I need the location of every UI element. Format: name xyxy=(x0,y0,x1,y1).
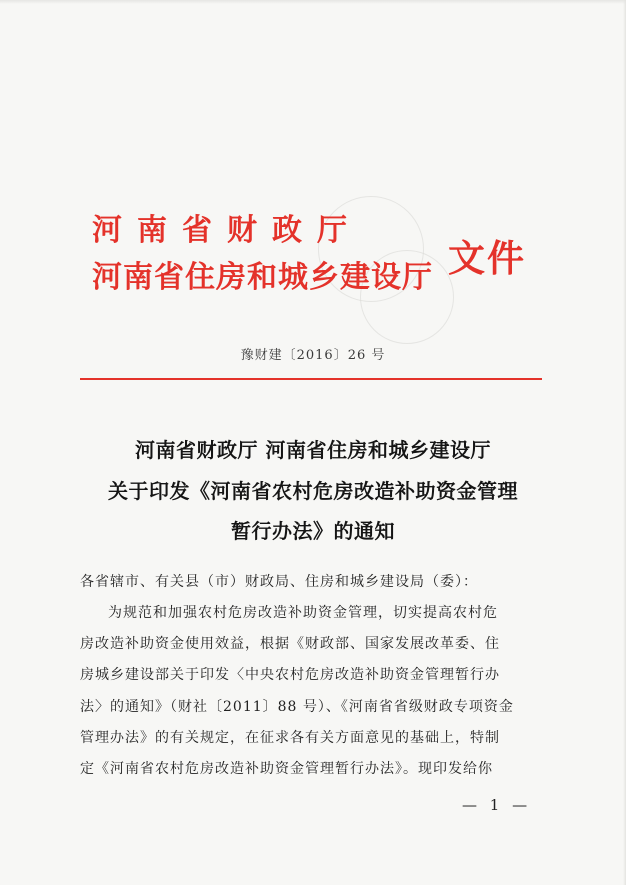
body-text-line: 法〉的通知》（财社〔2011〕88 号）、《河南省省级财政专项资金 xyxy=(80,699,514,715)
title-line-3: 暂行办法》的通知 xyxy=(231,519,395,543)
document-number: 豫财建〔2016〕26 号 xyxy=(240,348,386,363)
title-line-2: 关于印发《河南省农村危房改造补助资金管理 xyxy=(108,479,518,503)
issuer-housing-department: 河南省住房和城乡建设厅 xyxy=(92,260,433,295)
issuer-finance-department: 河南省财政厅 xyxy=(92,213,362,248)
scan-edge-top xyxy=(0,0,626,4)
body-text-line: 定《河南省农村危房改造补助资金管理暂行办法》。现印发给你 xyxy=(80,761,493,777)
document-type-label: 文件 xyxy=(448,236,526,280)
addressee-line: 各省辖市、有关县（市）财政局、住房和城乡建设局（委）： xyxy=(80,574,478,590)
title-line-1: 河南省财政厅 河南省住房和城乡建设厅 xyxy=(135,438,491,462)
body-text-line: 管理办法》的有关规定，在征求各有关方面意见的基础上，特制 xyxy=(80,730,500,746)
page-number: — 1 — xyxy=(462,796,532,814)
red-separator-line xyxy=(80,378,542,380)
body-text-line: 房改造补助资金使用效益，根据《财政部、国家发展改革委、住 xyxy=(80,636,500,652)
body-text-line: 为规范和加强农村危房改造补助资金管理，切实提高农村危 xyxy=(108,605,498,621)
body-text-line: 房城乡建设部关于印发〈中央农村危房改造补助资金管理暂行办 xyxy=(80,667,500,683)
